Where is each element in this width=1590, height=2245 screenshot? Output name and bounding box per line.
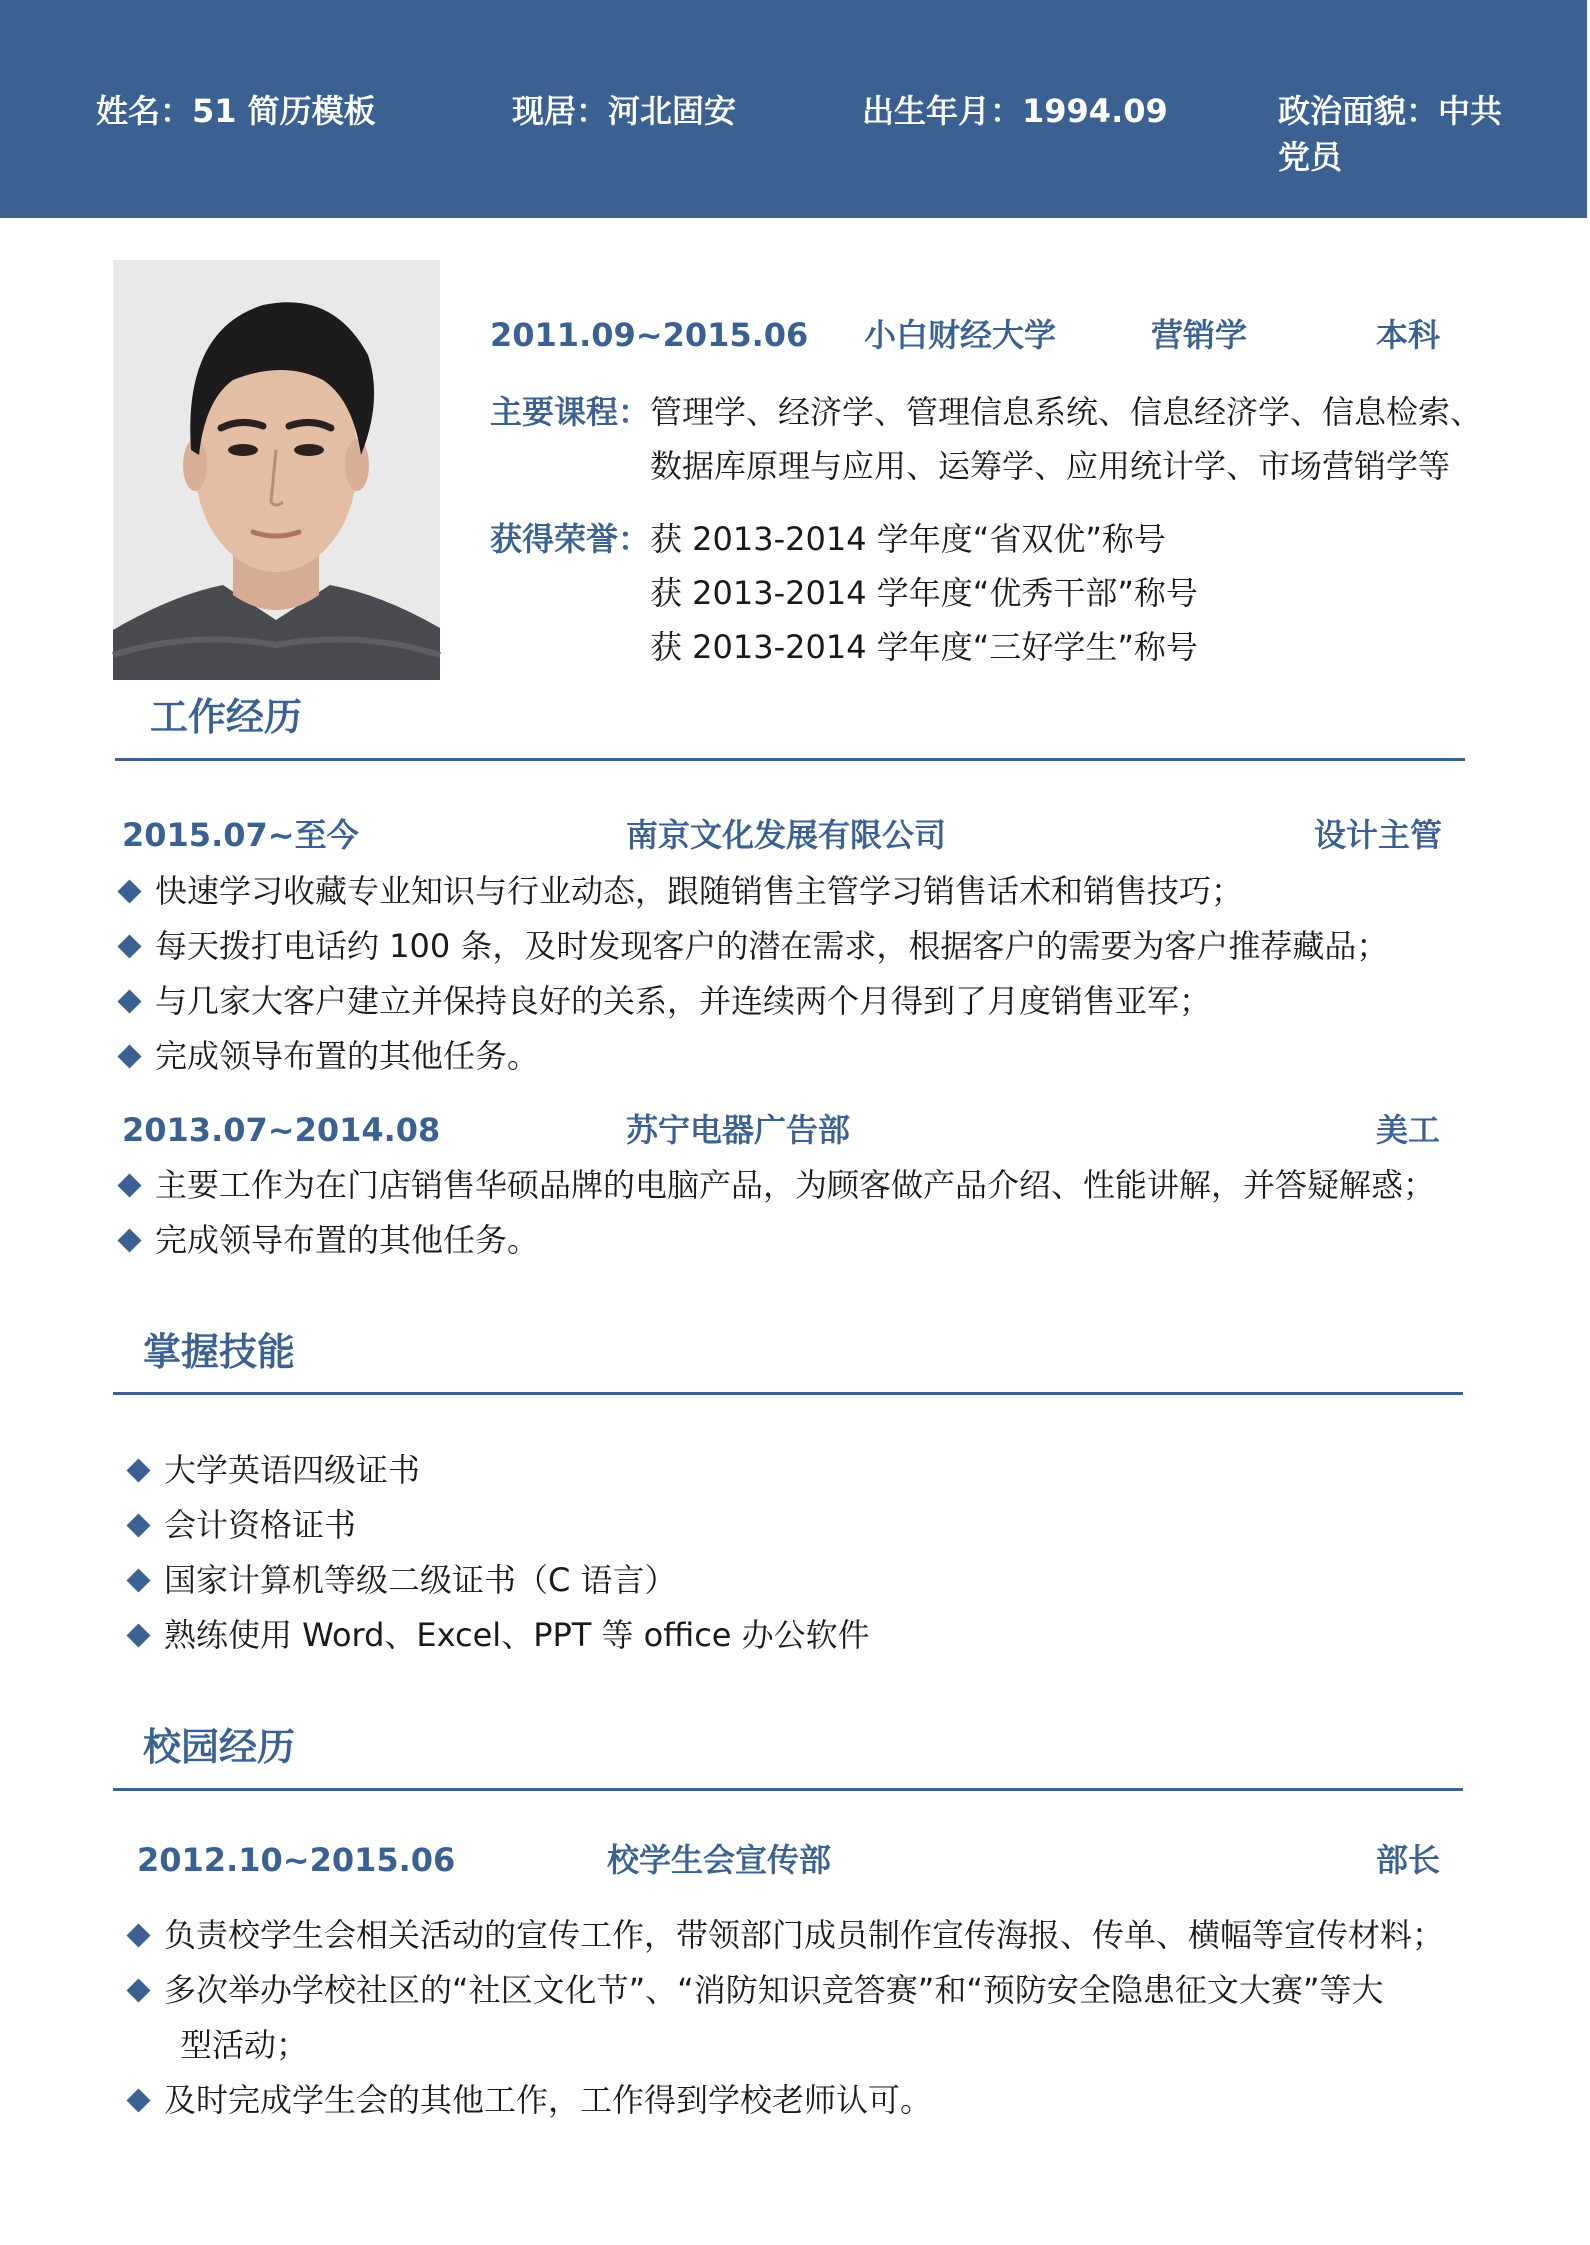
header-band: [0, 0, 1587, 218]
header-political: 政治面貌：中共党员: [1278, 92, 1503, 176]
portrait-illustration: [113, 260, 440, 680]
campus-date: 2012.10~2015.06: [137, 1841, 456, 1879]
diamond-bullet-icon: [126, 1458, 150, 1482]
header-name: 姓名：51 简历模板: [96, 92, 376, 130]
skills-section-title: 掌握技能: [143, 1330, 296, 1374]
diamond-bullet-icon: [126, 1623, 150, 1647]
list-item: 大学英语四级证书: [124, 1443, 870, 1498]
diamond-bullet-icon: [126, 1513, 150, 1537]
list-item: 完成领导布置的其他任务。: [115, 1213, 1435, 1268]
campus-section-title: 校园经历: [143, 1725, 296, 1769]
list-item-continuation: 型活动；: [180, 2026, 309, 2064]
courses-label: 主要课程：: [490, 393, 651, 431]
list-item: 多次举办学校社区的“社区文化节”、“消防知识竞答赛”和“预防安全隐患征文大赛”等大: [124, 1963, 1444, 2018]
diamond-bullet-icon: [117, 1044, 141, 1068]
job-company: 南京文化发展有限公司: [626, 816, 947, 854]
list-item: 国家计算机等级二级证书（C 语言）: [124, 1553, 870, 1608]
honor-line: 获 2013-2014 学年度“优秀干部”称号: [650, 574, 1198, 612]
diamond-bullet-icon: [126, 1978, 150, 2002]
education-date: 2011.09~2015.06: [490, 316, 809, 354]
job-company: 苏宁电器广告部: [626, 1111, 851, 1149]
diamond-bullet-icon: [117, 879, 141, 903]
education-school: 小白财经大学: [864, 316, 1057, 354]
diamond-bullet-icon: [117, 989, 141, 1013]
campus-org: 校学生会宣传部: [607, 1841, 832, 1879]
work-section-rule: [115, 758, 1465, 761]
list-item: 与几家大客户建立并保持良好的关系，并连续两个月得到了月度销售亚军；: [115, 974, 1388, 1029]
job-bullets: [115, 1158, 1435, 1268]
job-date: 2015.07~至今: [122, 816, 359, 854]
work-section-title: 工作经历: [150, 695, 303, 739]
courses-line: 数据库原理与应用、运筹学、应用统计学、市场营销学等: [650, 447, 1451, 485]
list-item: 会计资格证书: [124, 1498, 870, 1553]
courses-line: 管理学、经济学、管理信息系统、信息经济学、信息检索、: [650, 393, 1483, 431]
diamond-bullet-icon: [126, 2088, 150, 2112]
job-bullets: [115, 864, 1388, 1084]
list-item: 主要工作为在门店销售华硕品牌的电脑产品，为顾客做产品介绍、性能讲解，并答疑解惑；: [115, 1158, 1435, 1213]
diamond-bullet-icon: [117, 934, 141, 958]
campus-section-rule: [113, 1788, 1463, 1791]
honor-line: 获 2013-2014 学年度“省双优”称号: [650, 520, 1166, 558]
education-major: 营销学: [1151, 316, 1248, 354]
list-item: 完成领导布置的其他任务。: [115, 1029, 1388, 1084]
skills-list: [124, 1443, 870, 1663]
list-item: 快速学习收藏专业知识与行业动态，跟随销售主管学习销售话术和销售技巧；: [115, 864, 1388, 919]
list-item: 负责校学生会相关活动的宣传工作，带领部门成员制作宣传海报、传单、横幅等宣传材料；: [124, 1908, 1444, 1963]
profile-photo: [113, 260, 440, 680]
job-position: 美工: [1376, 1111, 1441, 1149]
honors-label: 获得荣誉：: [490, 520, 651, 558]
list-item: 熟练使用 Word、Excel、PPT 等 office 办公软件: [124, 1608, 870, 1663]
header-residence: 现居：河北固安: [512, 92, 737, 130]
job-position: 设计主管: [1314, 816, 1443, 854]
education-degree: 本科: [1376, 316, 1441, 354]
header-birth: 出生年月：1994.09: [862, 92, 1168, 130]
campus-bullets: [124, 1908, 1444, 2128]
diamond-bullet-icon: [126, 1923, 150, 1947]
diamond-bullet-icon: [117, 1173, 141, 1197]
campus-position: 部长: [1376, 1841, 1441, 1879]
diamond-bullet-icon: [126, 1568, 150, 1592]
job-date: 2013.07~2014.08: [122, 1111, 441, 1149]
list-item: 及时完成学生会的其他工作，工作得到学校老师认可。: [124, 2073, 1444, 2128]
list-item: 每天拨打电话约 100 条，及时发现客户的潜在需求，根据客户的需要为客户推荐藏品；: [115, 919, 1388, 974]
diamond-bullet-icon: [117, 1228, 141, 1252]
honor-line: 获 2013-2014 学年度“三好学生”称号: [650, 628, 1198, 666]
skills-section-rule: [113, 1392, 1463, 1395]
